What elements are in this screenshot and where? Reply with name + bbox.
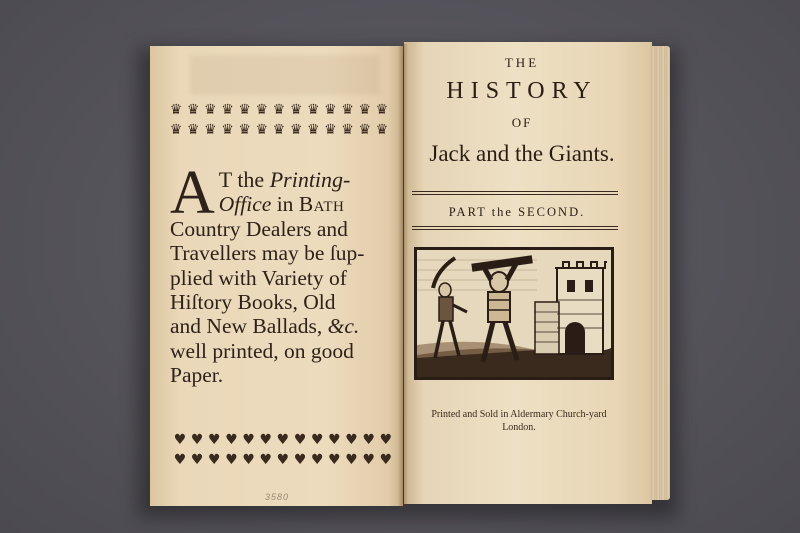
heart-ornament-icon: ♥: [379, 432, 393, 448]
heart-ornament-icon: ♥: [173, 432, 187, 448]
book-gutter: [398, 44, 408, 508]
heart-ornament-icon: ♥: [328, 432, 341, 448]
advert-line-9: Paper.: [170, 363, 224, 388]
crown-ornament-icon: ♛: [358, 102, 371, 118]
drop-cap: A: [170, 159, 215, 227]
crown-ornament-icon: ♛: [255, 122, 269, 138]
heart-ornament-icon: ♥: [310, 452, 324, 468]
crown-ornament-icon: ♛: [221, 102, 234, 118]
woodcut-illustration: [414, 247, 614, 380]
heart-ornament-icon: ♥: [242, 432, 255, 448]
heart-ornament-icon: ♥: [225, 452, 238, 468]
rule-top-2: [412, 194, 618, 195]
heart-ornament-icon: ♥: [276, 432, 290, 448]
crown-ornament-icon: ♛: [169, 122, 183, 138]
crown-ornament-icon: ♛: [272, 102, 286, 118]
crown-ornament-icon: ♛: [204, 122, 217, 138]
heart-ornament-icon: ♥: [173, 452, 187, 468]
imprint-line-2: London.: [502, 422, 536, 433]
heart-ornament-icon: ♥: [293, 452, 307, 468]
heart-ornament-icon: ♥: [345, 452, 358, 468]
heart-ornament-icon: ♥: [225, 432, 238, 448]
rule-top-1: [412, 191, 618, 192]
heart-ornament-icon: ♥: [190, 432, 204, 448]
crown-ornament-icon: ♛: [341, 102, 354, 118]
advert-line-7: and New Ballads, &c.: [170, 314, 360, 339]
heart-ornament-icon: ♥: [259, 432, 273, 448]
heart-ornament-icon: ♥: [293, 432, 307, 448]
ornament-border-bottom: [172, 432, 394, 468]
title-jack-and-the-giants: Jack and the Giants.: [429, 141, 615, 166]
crown-ornament-icon: ♛: [204, 102, 217, 118]
heart-ornament-icon: ♥: [208, 432, 221, 448]
heart-ornament-icon: ♥: [242, 452, 255, 468]
advert-line-3: Country Dealers and: [170, 216, 348, 241]
crown-ornament-icon: ♛: [221, 122, 234, 138]
page-block-edges: [650, 46, 670, 500]
crown-ornament-icon: ♛: [375, 122, 389, 138]
crown-ornament-icon: ♛: [186, 102, 200, 118]
imprint-line-1: Printed and Sold in Aldermary Church-yard: [431, 409, 607, 420]
advert-line-4: Travellers may be ſup-: [170, 241, 365, 266]
heart-ornament-icon: ♥: [345, 432, 358, 448]
pencil-inventory-note: 3580: [265, 492, 290, 502]
crown-ornament-icon: ♛: [255, 102, 269, 118]
advertisement-text: [170, 159, 395, 388]
ornament-border-top: [168, 102, 390, 138]
heart-ornament-icon: ♥: [208, 452, 221, 468]
crown-ornament-icon: ♛: [272, 122, 286, 138]
heart-ornament-icon: ♥: [328, 452, 341, 468]
crown-ornament-icon: ♛: [306, 102, 320, 118]
crown-ornament-icon: ♛: [169, 102, 183, 118]
crown-ornament-icon: ♛: [238, 122, 251, 138]
heart-ornament-icon: ♥: [310, 432, 324, 448]
rule-bottom-1: [412, 226, 618, 227]
crown-ornament-icon: ♛: [289, 102, 303, 118]
crown-ornament-icon: ♛: [289, 122, 303, 138]
title-of: OF: [511, 115, 533, 130]
crown-ornament-icon: ♛: [186, 122, 200, 138]
advert-line-8: well printed, on good: [170, 338, 354, 363]
imprint: [404, 408, 634, 434]
woodcut-image: [417, 250, 611, 377]
heart-ornament-icon: ♥: [362, 452, 375, 468]
advert-line-2: Office in Bath: [218, 192, 345, 217]
advert-line-5: plied with Variety of: [170, 265, 347, 290]
part-heading: PART the SECOND.: [448, 205, 586, 219]
heart-ornament-icon: ♥: [276, 452, 290, 468]
title-the: THE: [504, 55, 540, 70]
heart-ornament-icon: ♥: [362, 432, 375, 448]
crown-ornament-icon: ♛: [324, 122, 337, 138]
crown-ornament-icon: ♛: [341, 122, 354, 138]
heart-ornament-icon: ♥: [259, 452, 273, 468]
crown-ornament-icon: ♛: [358, 122, 371, 138]
crown-ornament-icon: ♛: [324, 102, 337, 118]
crown-ornament-icon: ♛: [375, 102, 389, 118]
rule-bottom-2: [412, 229, 618, 230]
heart-ornament-icon: ♥: [379, 452, 393, 468]
advert-line-6: Hiſtory Books, Old: [170, 290, 336, 315]
advert-line-1: T the Printing-: [218, 167, 351, 192]
crown-ornament-icon: ♛: [238, 102, 251, 118]
title-history: HISTORY: [446, 78, 598, 104]
ink-bleed-through: [190, 55, 380, 95]
heart-ornament-icon: ♥: [190, 452, 204, 468]
crown-ornament-icon: ♛: [306, 122, 320, 138]
